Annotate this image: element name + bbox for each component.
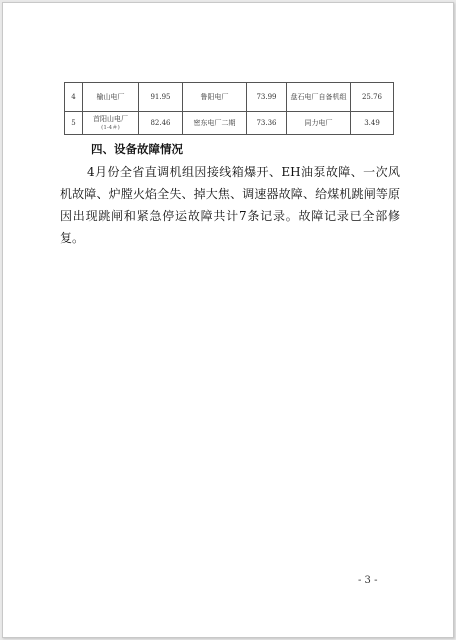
plant-unit-range: (1-4＃) [101, 125, 120, 131]
plant-value: 25.76 [351, 83, 394, 112]
row-index: 4 [65, 83, 83, 112]
plant-name: 同力电厂 [287, 112, 351, 135]
plant-value: 91.95 [139, 83, 183, 112]
document-page [2, 2, 454, 638]
plant-name: 鲁阳电厂 [183, 83, 247, 112]
plant-value: 82.46 [139, 112, 183, 135]
plant-name-cell [287, 83, 351, 112]
table-row [65, 83, 394, 112]
section-heading: 四、设备故障情况 [91, 142, 183, 156]
plant-name: 榆山电厂 [83, 83, 139, 112]
page-number: - 3 - [358, 575, 378, 586]
table-row [65, 112, 394, 135]
generation-table [64, 82, 394, 135]
plant-value: 73.99 [247, 83, 287, 112]
plant-value: 73.36 [247, 112, 287, 135]
plant-name-cell [83, 112, 139, 135]
plant-name: 盘石电厂自备机组 [290, 92, 347, 101]
plant-name: 密东电厂二期 [183, 112, 247, 135]
section-paragraph: 4月份全省直调机组因接线箱爆开、EH油泵故障、一次风机故障、炉膛火焰全失、掉大焦、调速器故障、给煤机跳闸等原因出现跳闸和紧急停运故障共计7条记录。故障记录已全部修复。 [60, 165, 400, 245]
plant-name: 首阳山电厂 [93, 115, 128, 123]
row-index: 5 [65, 112, 83, 135]
plant-value: 3.49 [351, 112, 394, 135]
